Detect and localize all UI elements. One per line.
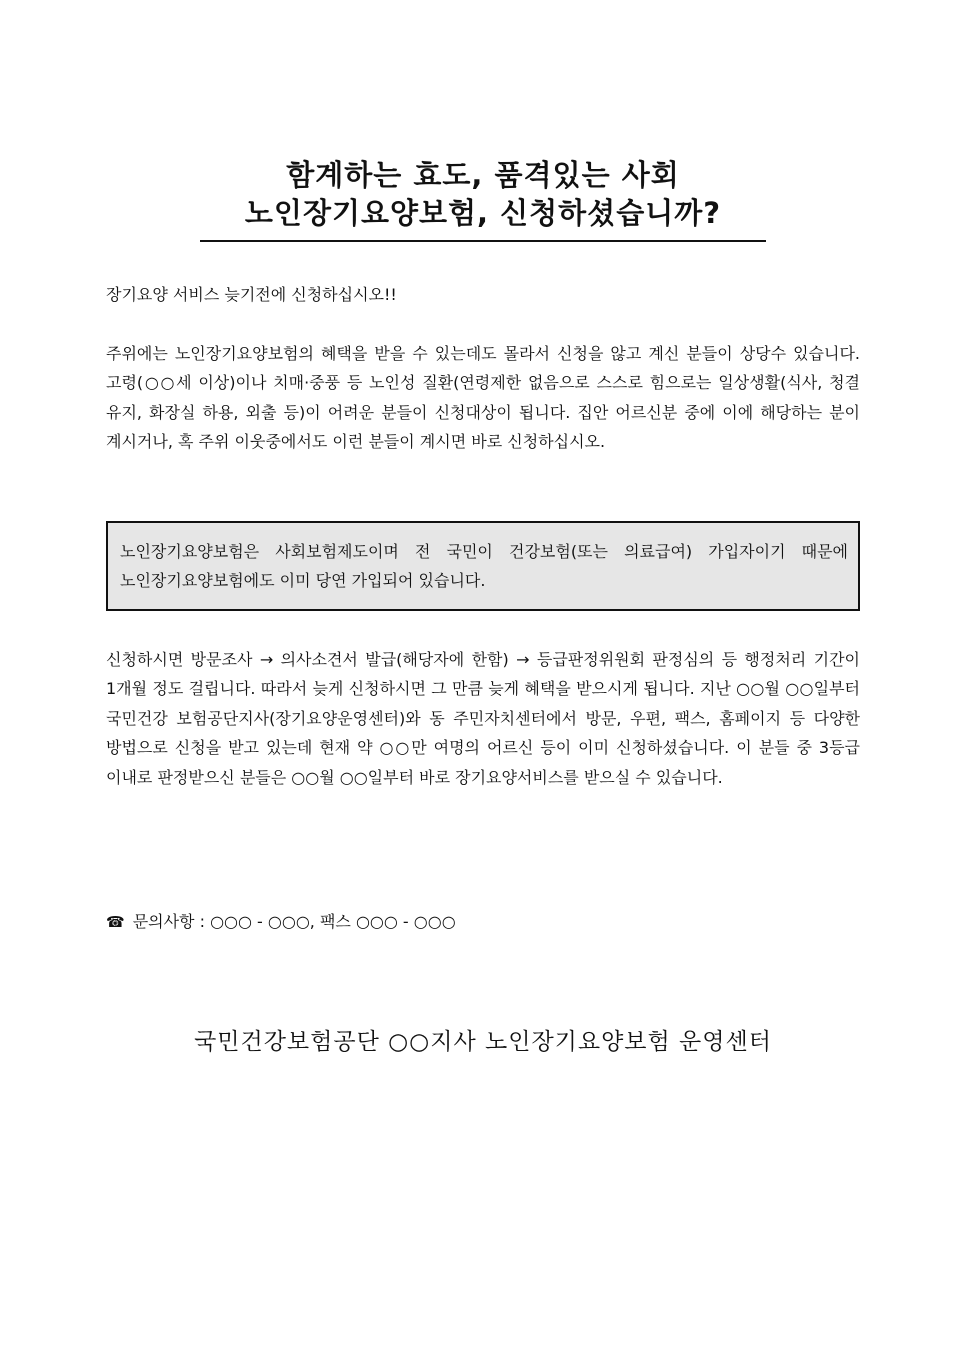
notice-text: 노인장기요양보험은 사회보험제도이며 전 국민이 건강보험(또는 의료급여) 가입자이기 때문에 노인장기요양보험에도 이미 당연 가입되어 있습니다. — [120, 542, 848, 590]
paragraph-process: 신청하시면 방문조사 → 의사소견서 발급(해당자에 한함) → 등급판정위원회 판정심의 등 행정처리 기간이 1개월 정도 걸립니다. 따라서 늦게 신청하시면 그 만큼 늦게 혜택을 받으시게 됩니다. 지난 ○○월 ○○일부터 국민건강 보험공단지사(장기요양운영센터)와 동 주민자치센터에서 방문, 우편, 팩스, 홈페이지 등 다양한 방법으로 신청을 받고 있는데 현재 약 ○○만 여명의 어르신 등이 이미 신청하셨습니다. 이 분들 중 3등급 이내로 판정받으신 분들은 ○○월 ○○일부터 바로 장기요양서비스를 받으실 수 있습니다. — [106, 650, 860, 787]
title-line-1: 함계하는 효도, 품격있는 사회 — [286, 158, 680, 192]
contact-text: 문의사항 : ○○○ - ○○○, 팩스 ○○○ - ○○○ — [132, 912, 456, 931]
paragraph-eligibility: 주위에는 노인장기요양보험의 혜택을 받을 수 있는데도 몰라서 신청을 않고 계신 분들이 상당수 있습니다. 고령(○○세 이상)이나 치매·중풍 등 노인성 질환(연령제한 없음으로 스스로 힘으로는 일상생활(식사, 청결 유지, 화장실 하용, 외출 등)이 어려운 분들이 신청대상이 됩니다. 집안 어르신분 중에 이에 해당하는 분이 계시거나, 혹 주위 이웃중에서도 이런 분들이 계시면 바로 신청하십시오. — [106, 344, 860, 452]
title-line-2: 노인장기요양보험, 신청하셨습니까? — [244, 196, 722, 230]
contact-line — [106, 910, 456, 934]
subheading: 장기요양 서비스 늦기전에 신청하십시오!! — [106, 285, 397, 304]
phone-icon: ☎ — [106, 913, 125, 931]
title-underline — [200, 240, 766, 242]
footer-organization: 국민건강보험공단 ○○지사 노인장기요양보험 운영센터 — [194, 1029, 772, 1055]
notice-box — [106, 521, 860, 611]
document-title — [200, 156, 766, 232]
